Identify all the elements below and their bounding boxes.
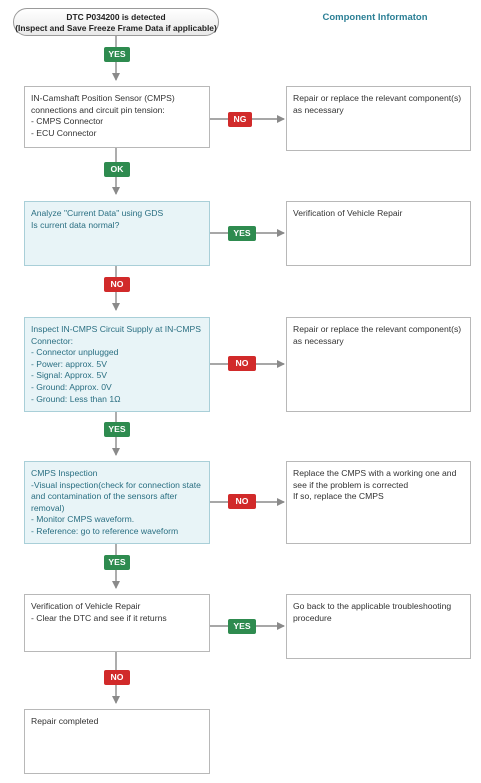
start-node [13,8,219,36]
badge-no: NO [228,356,256,371]
badge-no: NO [104,670,130,685]
start-title: DTC P034200 is detected [66,12,166,22]
badge-ng: NG [228,112,252,127]
badge-ok: OK [104,162,130,177]
result-repair-or-replace: Repair or replace the relevant component(s) as necessary [286,86,471,151]
start-subtitle: (Inspect and Save Freeze Frame Data if applicable) [15,23,217,33]
step-inspect-circuit-supply: Inspect IN-CMPS Circuit Supply at IN-CMPS Connector: - Connector unplugged - Power: approx. 5V - Signal: Approx. 5V - Ground: Approx. 0V - Ground: Less than 1Ω [24,317,210,412]
component-information-heading: Component Informaton [322,12,428,23]
result-replace-cmps: Replace the CMPS with a working one and see if the problem is corrected If so, replace the CMPS [286,461,471,544]
result-repair-or-replace: Repair or replace the relevant component(s) as necessary [286,317,471,412]
step-analyze-current-data: Analyze "Current Data" using GDS Is current data normal? [24,201,210,266]
step-verification-of-vehicle-repair: Verification of Vehicle Repair - Clear the DTC and see if it returns [24,594,210,652]
badge-no: NO [228,494,256,509]
badge-yes: YES [228,226,256,241]
step-cmps-connection-check: IN-Camshaft Position Sensor (CMPS) connections and circuit pin tension: - CMPS Connector - ECU Connector [24,86,210,148]
badge-yes: YES [228,619,256,634]
badge-yes: YES [104,422,130,437]
result-verification: Verification of Vehicle Repair [286,201,471,266]
result-back-to-troubleshooting: Go back to the applicable troubleshooting procedure [286,594,471,659]
step-cmps-inspection: CMPS Inspection -Visual inspection(check for connection state and contamination of the sensors after removal) - Monitor CMPS waveform. - Reference: go to reference waveform [24,461,210,544]
step-repair-completed: Repair completed [24,709,210,774]
badge-yes: YES [104,555,130,570]
badge-no: NO [104,277,130,292]
badge-yes: YES [104,47,130,62]
